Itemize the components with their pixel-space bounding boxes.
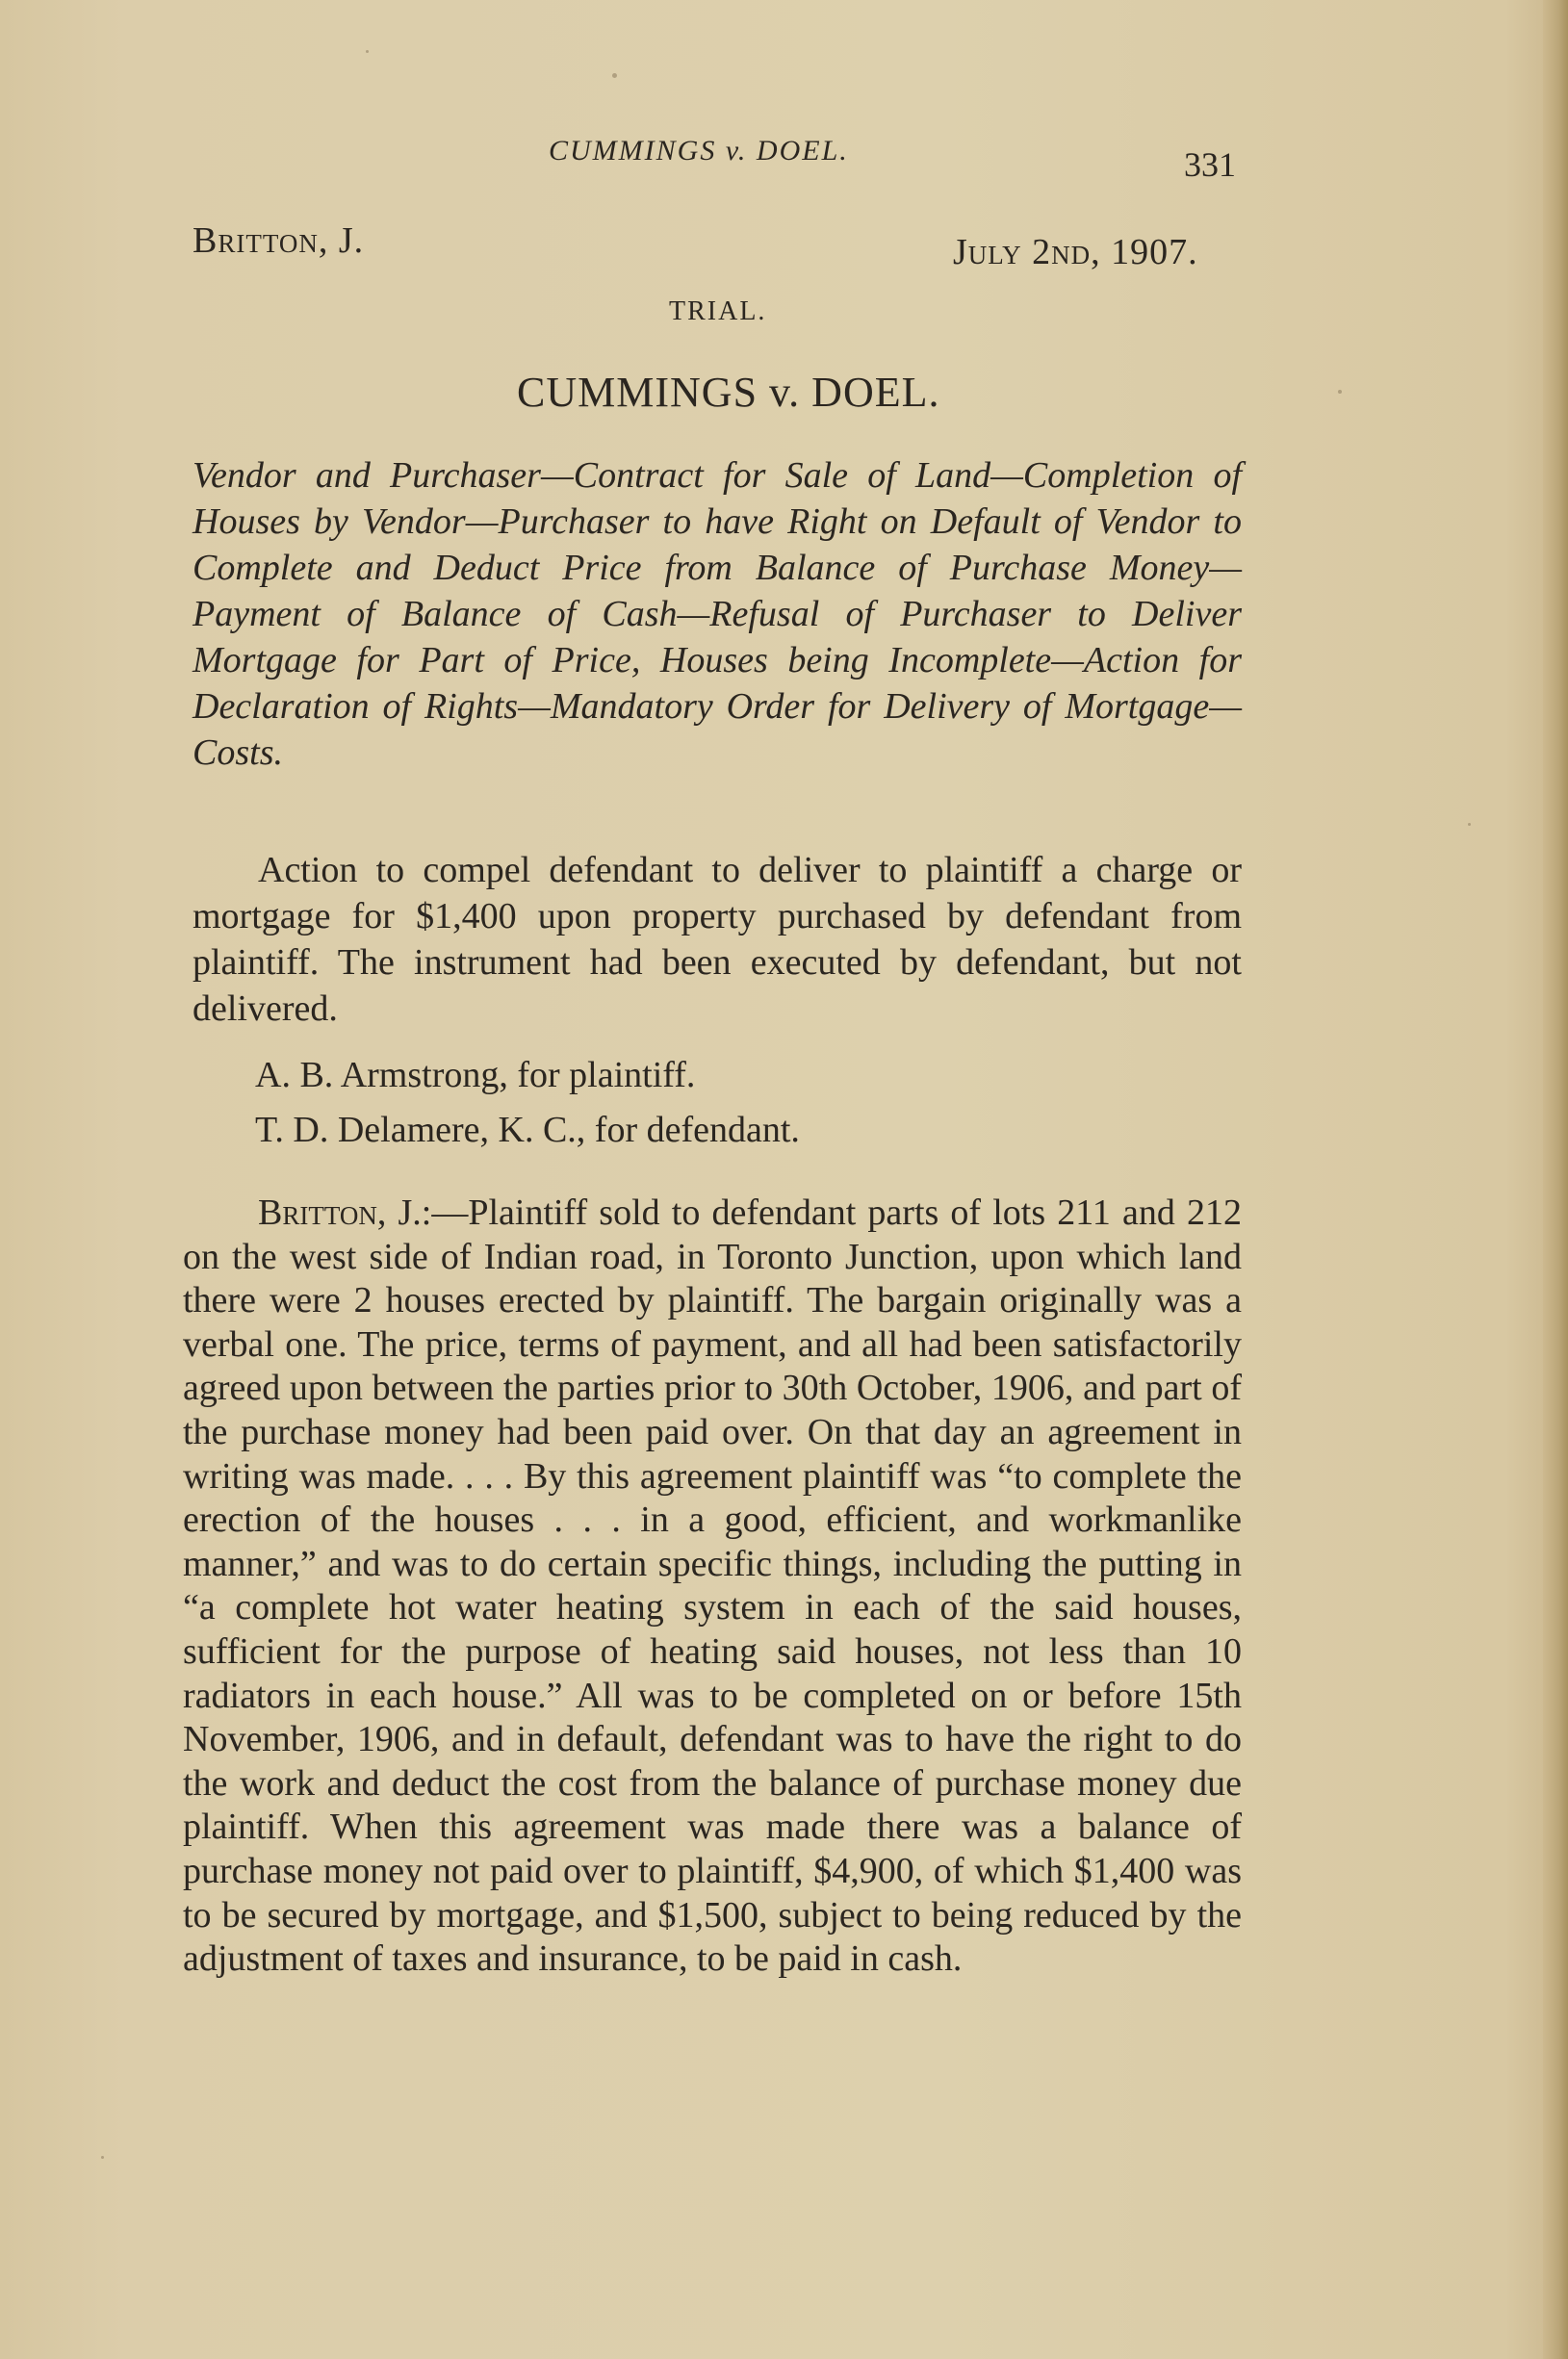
headnote: Vendor and Purchaser—Contract for Sale of Land—Completion of Houses by Vendor—Purchaser to have Right on Default of Vendor to Complete and Deduct Price from Balance of Purchase Money—Payment of Balance of Cash—Refusal of Purchaser to Deliver Mortgage for Part of Price, Houses being Incomplete—Action for Declaration of Rights—Mandatory Order for Delivery of Mortgage—Costs. <box>193 455 1242 773</box>
proceeding-type: TRIAL. <box>669 296 767 326</box>
counsel-defendant: T. D. Delamere, K. C., for defendant. <box>255 1110 800 1150</box>
page-edge <box>1543 0 1568 2359</box>
case-title: CUMMINGS v. DOEL. <box>517 369 940 416</box>
judgment-text: :—Plaintiff sold to defendant parts of lots 211 and 212 on the west side of Indian road, in Toronto Junction, upon which land there were 2 houses erected by plaintiff. The bargain originally was a verbal one. The price, terms of payment, and all had been satisfactorily agreed upon between the parties prior to 30th October, 1906, and part of the purchase money had been paid over. On that day an agreement in writing was made. . . . By this agreement plaintiff was “to complete the erection of the houses . . . in a good, efficient, and workmanlike manner,” and was to do certain specific things, including the putting in “a complete hot water heating system in each of the said houses, sufficient for the purpose of heating said houses, not less than 10 radiators in each house.” All was to be completed on or before 15th November, 1906, and in default, defendant was to have the right to do the work and deduct the cost from the balance of purchase money due plaintiff. When this agreement was made there was a balance of purchase money not paid over to plaintiff, $4,900, of which $1,400 was to be secured by mortgage, and $1,500, subject to being reduced by the adjustment of taxes and insurance, to be paid in cash. <box>183 1192 1242 1980</box>
counsel-plaintiff: A. B. Armstrong, for plaintiff. <box>255 1055 696 1095</box>
running-head: CUMMINGS v. DOEL. <box>549 135 849 167</box>
paper-speck <box>1338 390 1342 394</box>
paper-speck <box>366 50 369 53</box>
judgment-judge: Britton, J. <box>258 1192 422 1233</box>
page-number: 331 <box>1184 145 1236 184</box>
action-statement: Action to compel defendant to deliver to plaintiff a charge or mortgage for $1,400 upon property purchased by defendant from plaintiff. The instrument had been executed by defendant, but not delivered. <box>193 850 1242 1029</box>
judgment-paragraph <box>183 1192 1242 1982</box>
decision-date: July 2nd, 1907. <box>953 232 1198 272</box>
paper-speck <box>1468 823 1471 826</box>
judge-name: Britton, J. <box>193 220 365 261</box>
paper-speck <box>612 73 617 78</box>
paper-speck <box>101 2156 104 2159</box>
